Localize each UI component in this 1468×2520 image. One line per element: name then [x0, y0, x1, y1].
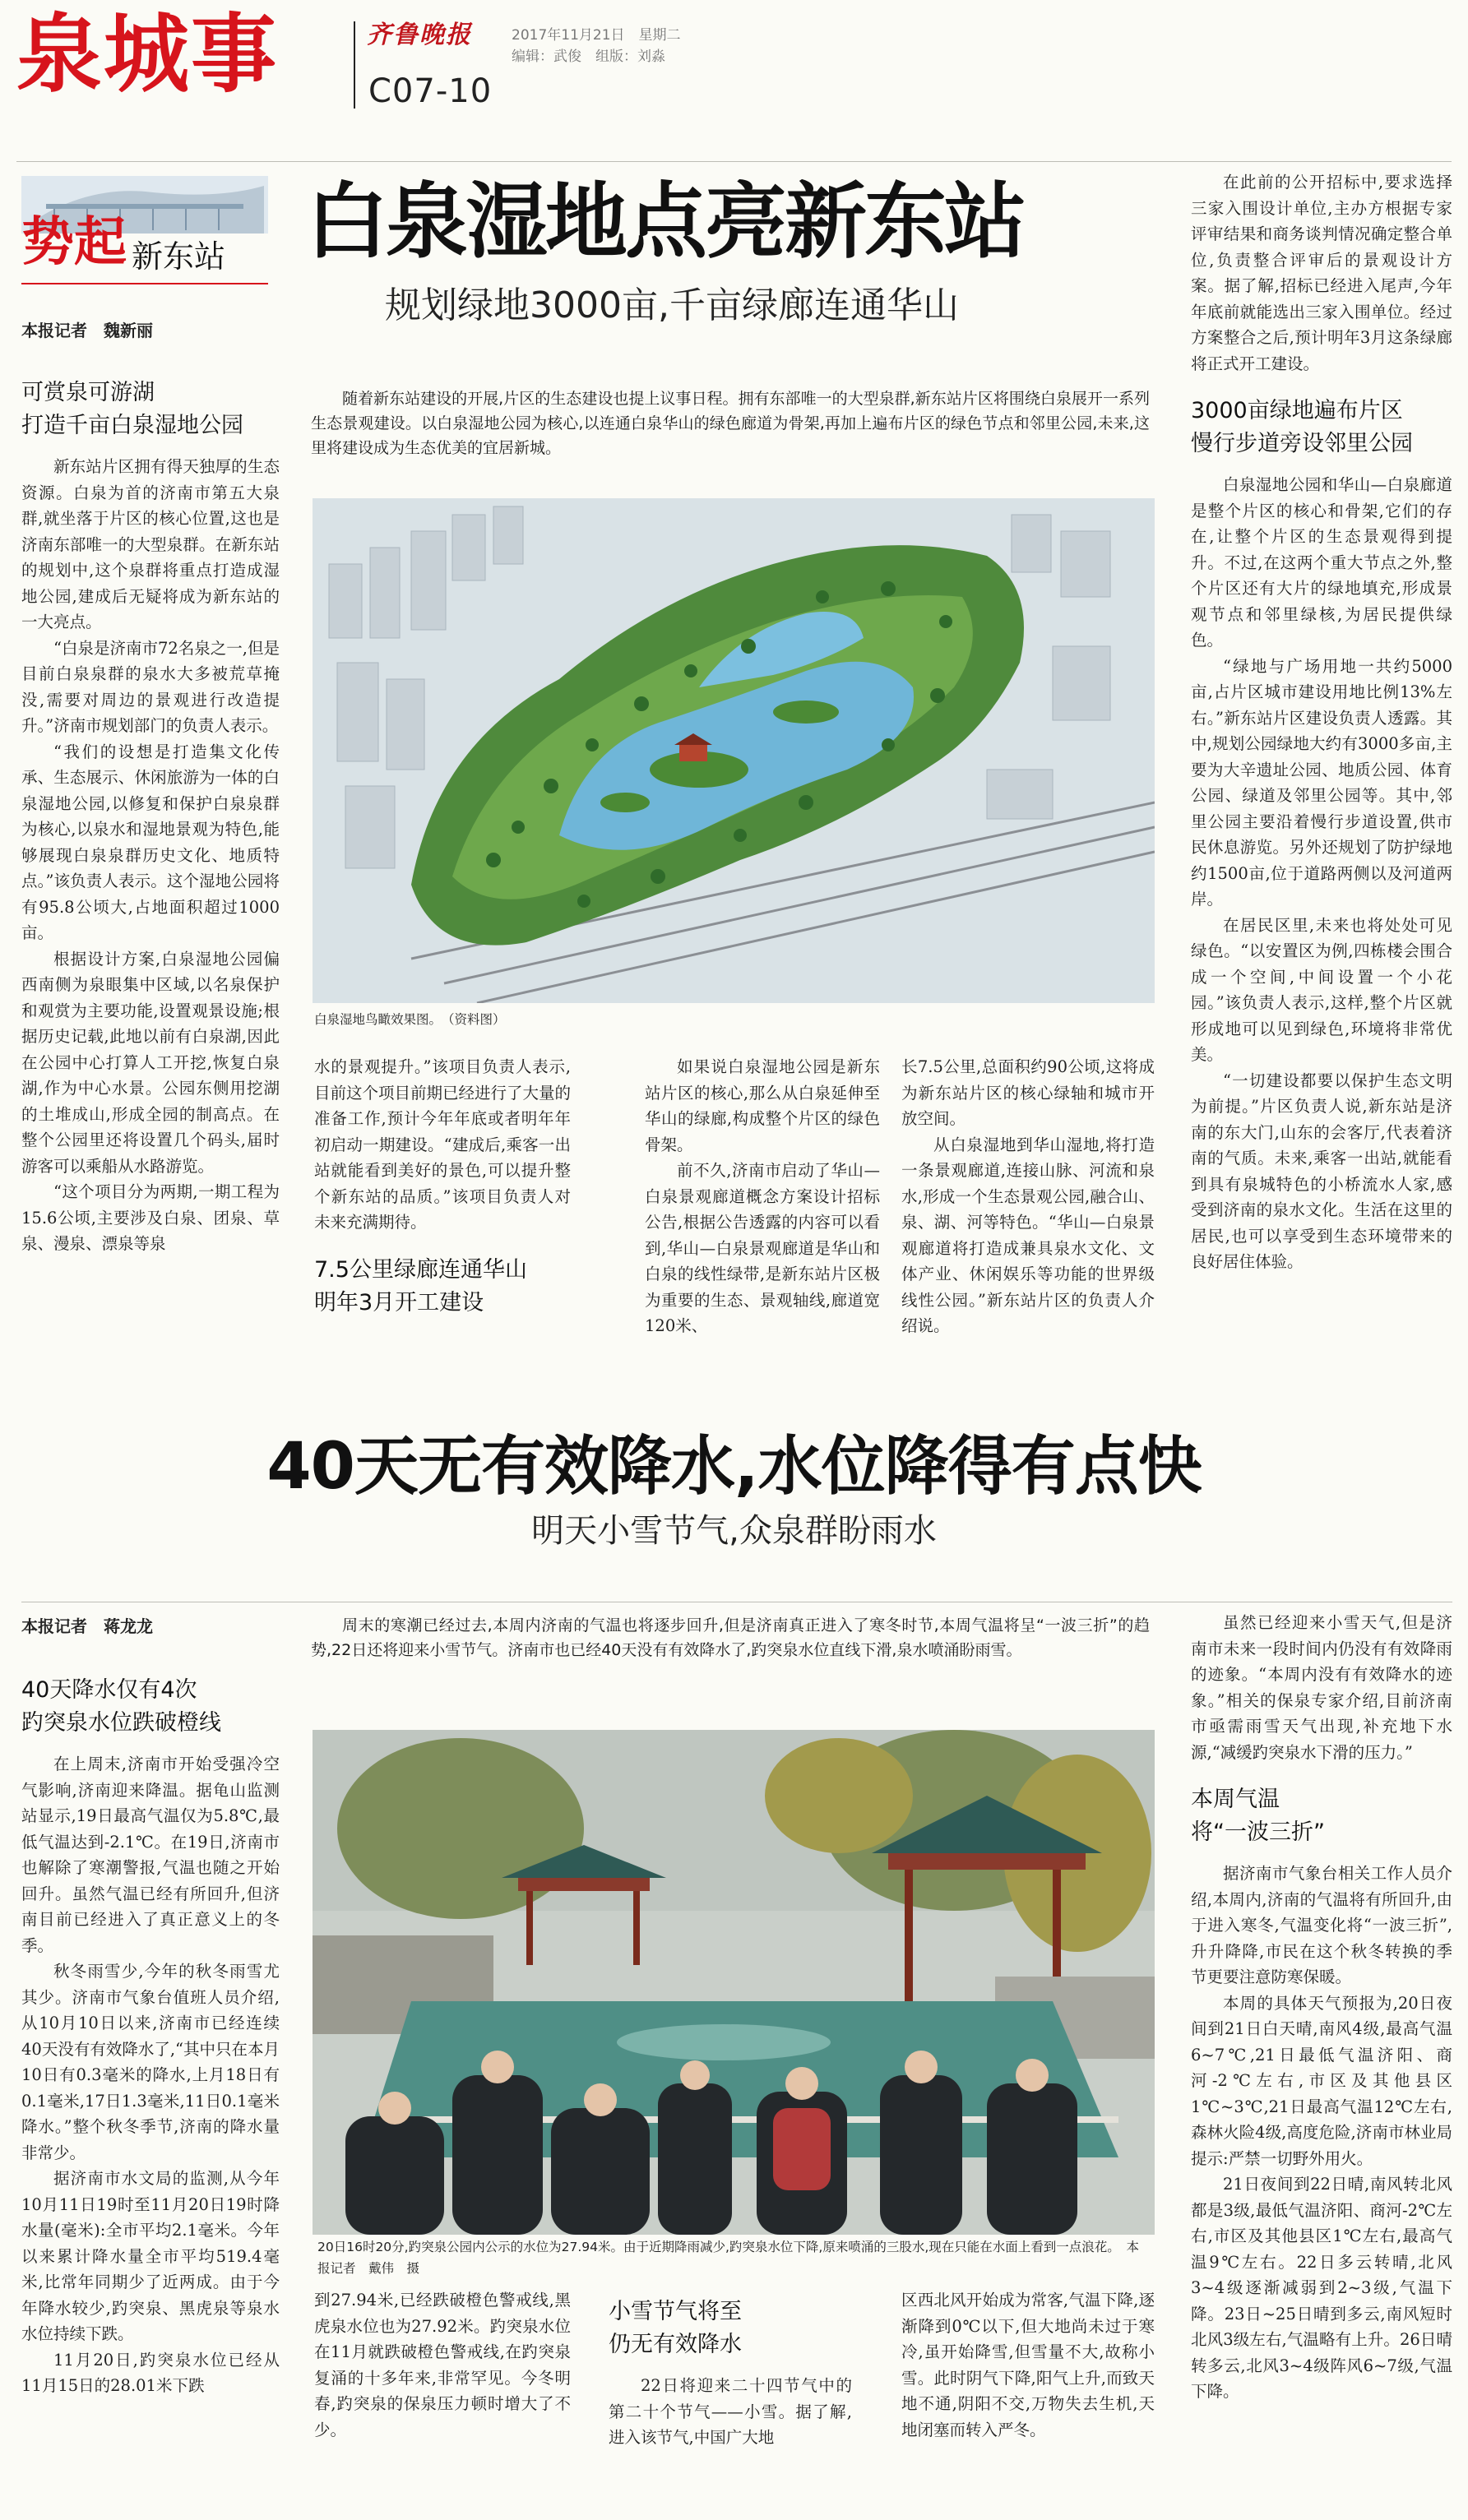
paragraph: 白泉湿地公园和华山—白泉廊道是整个片区的核心和骨架,它们的存在,让整个片区的生态景观得到提升。不过,在这两个重大节点之外,整个片区还有大片的绿地填充,形成景观节点和邻里绿核,为居民提供绿色。	[1191, 475, 1452, 650]
photo-caption-1: 白泉湿地鸟瞰效果图。 （资料图）	[314, 1012, 506, 1027]
spring-photo	[313, 1730, 1155, 2235]
story2-mid-column-2	[609, 2296, 852, 2509]
paragraph: 21日夜间到22日晴,南风转北风都是3级,最低气温济阳、商河-2℃左右,市区及其他县区1℃左右,最高气温9℃左右。22日多云转晴,北风3~4级逐渐减弱到2~3级,气温下降。23日~25日晴到多云,南风短时北风3级左右,气温略有上升。26日晴转多云,北风3~4级阵风6~7级,气温下降。	[1191, 2175, 1452, 2401]
subheading: 可赏泉可游湖 打造千亩白泉湿地公园	[21, 380, 243, 438]
paragraph: “我们的设想是打造集文化传承、生态展示、休闲旅游为一体的白泉湿地公园,以修复和保护白泉泉群为核心,以泉水和湿地景观为特色,能够展现白泉泉群历史文化、地质特点。”该负责人表示。这个湿地公园将有95.8公顷大,占地面积超过1000亩。	[21, 742, 280, 942]
headline-1: 白泉湿地点亮新东站	[306, 173, 1024, 270]
story2-mid-column-1	[314, 2287, 571, 2509]
byline-2: 本报记者 蒋龙龙	[21, 1616, 153, 1636]
paragraph: 22日将迎来二十四节气中的第二十个节气——小雪。据了解,进入该节气,中国广大地	[609, 2376, 852, 2447]
subheading: 7.5公里绿廊连通华山 明年3月开工建设	[314, 1256, 527, 1315]
paragraph: 从白泉湿地到华山湿地,将打造一条景观廊道,连接山脉、河流和泉水,形成一个生态景观公园,融合山、泉、湖、河等特色。“华山—白泉景观廊道将打造成兼具泉水文化、文体产业、休闲娱乐等功能的世界级线性公园。”新东站片区的负责人介绍说。	[901, 1135, 1155, 1335]
kicker-small: 新东站	[132, 238, 226, 275]
paragraph: 在此前的公开招标中,要求选择三家入围设计单位,主办方根据专家评审结果和商务谈判情况确定整合单位,负责整合评审后的景观设计方案。据了解,招标已经进入尾声,今年年底前就能选出三家入围单位。经过方案整合之后,预计明年3月这条绿廊将正式开工建设。	[1191, 173, 1452, 373]
story1-mid-column-2	[645, 1054, 880, 1375]
story1-mid-column-1	[314, 1054, 571, 1375]
paragraph: 虽然已经迎来小雪天气,但是济南市未来一段时间内仍没有有效降雨的迹象。“本周内没有有效降水的迹象。”相关的保泉专家介绍,目前济南市亟需雨雪天气出现,补充地下水源,“减缓趵突泉水下滑的压力。”	[1191, 1613, 1452, 1762]
editors-line: 编辑：武俊 组版：刘淼	[512, 49, 665, 65]
paragraph: 本周的具体天气预报为,20日夜间到21日白天晴,南风4级,最高气温6~7℃,21日最低气温济阳、商河-2℃左右,市区及其他县区1℃~3℃,21日最高气温12℃左右,森林火险4级,高度危险,济南市林业局提示:严禁一切野外用火。	[1191, 1993, 1452, 2168]
paragraph: 水的景观提升。”该项目负责人表示,目前这个项目前期已经进行了大量的准备工作,预计今年年底或者明年年初启动一期建设。“建成后,乘客一出站就能看到美好的景色,可以提升整个新东站的品质。”该项目负责人对未来充满期待。	[314, 1057, 571, 1232]
section-title: 泉城事	[16, 4, 279, 104]
story1-lede: 随着新东站建设的开展,片区的生态建设也提上议事日程。拥有东部唯一的大型泉群,新东站片区将围绕白泉展开一系列生态景观建设。以白泉湿地公园为核心,以连通白泉华山的绿色廊道为骨架,再加上遍布片区的绿色节点和邻里公园,未来,这里将建设成为生态优美的宜居新城。	[311, 390, 1150, 457]
story1-mid-column-3	[901, 1054, 1155, 1375]
paragraph: 新东站片区拥有得天独厚的生态资源。白泉为首的济南市第五大泉群,就坐落于片区的核心位置,这也是济南东部唯一的大型泉群。在新东站的规划中,这个泉群将重点打造成湿地公园,建成后无疑将成为新东站的一大亮点。	[21, 457, 280, 631]
story2-lede: 周末的寒潮已经过去,本周内济南的气温也将逐步回升,但是济南真正进入了寒冬时节,本周气温将呈“一波三折”的趋势,22日还将迎来小雪节气。济南市也已经40天没有有效降水了,趵突泉水位直线下滑,泉水喷涌盼雨雪。	[311, 1616, 1150, 1659]
paragraph: 区西北风开始成为常客,气温下降,逐渐降到0℃以下,但大地尚未过于寒冷,虽开始降雪,但雪量不大,故称小雪。此时阴气下降,阳气上升,而致天地不通,阴阳不交,万物失去生机,天地闭塞而转入严冬。	[901, 2291, 1155, 2439]
subhead-2: 明天小雪节气,众泉群盼雨水	[531, 1512, 937, 1550]
headline-2: 40天无有效降水,水位降得有点快	[266, 1430, 1202, 1504]
paragraph: 如果说白泉湿地公园是新东站片区的核心,那么从白泉延伸至华山的绿廊,构成整个片区的绿色骨架。	[645, 1057, 880, 1154]
story2-left-column	[21, 1674, 280, 2509]
paragraph: 秋冬雨雪少,今年的秋冬雨雪尤其少。济南市气象台值班人员介绍,从10月10日以来,济南市已经连续40天没有有效降水了,“其中只在本月10日有0.3毫米的降水,上月18日有0.1毫米,17日1.3毫米,11日0.1毫米降水。”整个秋冬季节,济南的降水量非常少。	[21, 1962, 280, 2162]
paragraph: 在居民区里,未来也将处处可见绿色。“以安置区为例,四栋楼会围合成一个空间,中间设置一个小花园。”该负责人表示,这样,整个片区就形成地可以见到绿色,环境将非常优美。	[1191, 915, 1452, 1064]
paragraph: “白泉是济南市72名泉之一,但是目前白泉泉群的泉水大多被荒草掩没,需要对周边的景观进行改造提升。”济南市规划部门的负责人表示。	[21, 638, 280, 735]
masthead-rule	[16, 161, 1452, 162]
wetland-aerial-photo	[313, 498, 1155, 1003]
subheading: 40天降水仅有4次 趵突泉水位跌破橙线	[21, 1677, 221, 1736]
subheading: 小雪节气将至 仍无有效降水	[609, 2299, 742, 2357]
paragraph: “绿地与广场用地一共约5000亩,占片区城市建设用地比例13%左右。”新东站片区建设负责人透露。其中,规划公园绿地大约有3000多亩,主要为大辛遗址公园、地质公园、体育公园、绿道及邻里公园等。其中,邻里公园主要沿着慢行步道设置,供市民休息游览。另外还规划了防护绿地约1500亩,位于道路两侧以及河道两岸。	[1191, 656, 1452, 909]
subheading: 本周气温 将“一波三折”	[1191, 1787, 1325, 1845]
page-number: C07-10	[368, 72, 493, 110]
masthead-divider	[354, 21, 355, 109]
story1-left-column	[21, 377, 280, 1371]
paragraph: 据济南市气象台相关工作人员介绍,本周内,济南的气温将有所回升,由于进入寒冬,气温变化将“一波三折”,升升降降,市民在这个秋冬转换的季节更要注意防寒保暖。	[1191, 1864, 1452, 1986]
issue-date: 2017年11月21日 星期二	[512, 27, 681, 44]
paragraph: 到27.94米,已经跌破橙色警戒线,黑虎泉水位也为27.92米。趵突泉水位在11月就跌破橙色警戒线,在趵突泉复涌的十多年来,非常罕见。今冬明春,趵突泉的保泉压力顿时增大了不少。	[314, 2291, 571, 2439]
byline-1: 本报记者 魏新丽	[21, 321, 153, 340]
paragraph: 11月20日,趵突泉水位已经从11月15日的28.01米下跌	[21, 2350, 280, 2395]
story2-right-column	[1191, 1610, 1452, 2509]
kicker-underline	[21, 283, 268, 284]
subheading: 3000亩绿地遍布片区 慢行步道旁设邻里公园	[1191, 398, 1413, 456]
subhead-1: 规划绿地3000亩,千亩绿廊连通华山	[385, 284, 959, 326]
paragraph: 前不久,济南市启动了华山—白泉景观廊道概念方案设计招标公告,根据公告透露的内容可以看到,华山—白泉景观廊道是华山和白泉的线性绿带,是新东站片区极为重要的生态、景观轴线,廊道宽120米、	[645, 1161, 880, 1335]
kicker-big: 势起	[21, 212, 127, 273]
photo-caption-2: 20日16时20分,趵突泉公园内公示的水位为27.94米。由于近期降雨减少,趵突泉水位下降,原来喷涌的三股水,现在只能在水面上看到一点浪花。 本报记者 戴伟 摄	[317, 2240, 1140, 2276]
paragraph: 根据设计方案,白泉湿地公园偏西南侧为泉眼集中区域,以名泉保护和观赏为主要功能,设置观景设施;根据历史记载,此地以前有白泉湖,因此在公园中心打算人工开挖,恢复白泉湖,作为中心水景。公园东侧用挖湖的土堆成山,形成全园的制高点。在整个公园里还将设置几个码头,届时游客可以乘船从水路游览。	[21, 949, 280, 1176]
paper-logo: 齐鲁晚报	[367, 21, 472, 49]
story2-mid-column-3	[901, 2287, 1155, 2509]
story1-right-column	[1191, 169, 1452, 1375]
paragraph: “这个项目分为两期,一期工程为15.6公顷,主要涉及白泉、团泉、草泉、漫泉、漂泉等泉	[21, 1182, 280, 1253]
paragraph: 在上周末,济南市开始受强冷空气影响,济南迎来降温。据龟山监测站显示,19日最高气温仅为5.8℃,最低气温达到-2.1℃。在19日,济南市也解除了寒潮警报,气温也随之开始回升。虽然气温已经有所回升,但济南目前已经进入了真正意义上的冬季。	[21, 1755, 280, 1955]
paragraph: “一切建设都要以保护生态文明为前提。”片区负责人说,新东站是济南的东大门,山东的会客厅,代表着济南的气质。未来,乘客一出站,就能看到具有泉城特色的小桥流水人家,感受到济南的泉水文化。生活在这里的居民,也可以享受到生态环境带来的良好居住体验。	[1191, 1070, 1452, 1271]
paragraph: 据济南市水文局的监测,从今年10月11日19时至11月20日19时降水量(毫米):全市平均2.1毫米。今年以来累计降水量全市平均519.4毫米,比常年同期少了近两成。由于今年降水较少,趵突泉、黑虎泉等泉水水位持续下跌。	[21, 2169, 280, 2343]
paragraph: 长7.5公里,总面积约90公顷,这将成为新东站片区的核心绿轴和城市开放空间。	[901, 1057, 1155, 1128]
